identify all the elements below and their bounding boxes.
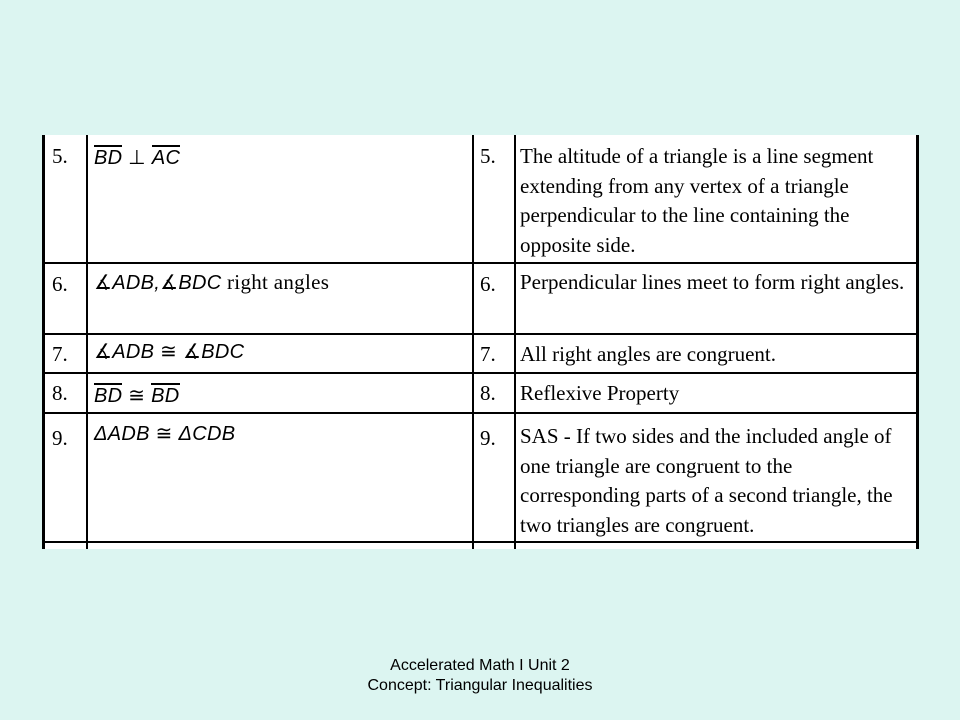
statement-cell — [94, 268, 329, 299]
reason-text: The altitude of a triangle is a line segment extending from any vertex of a triangle perpendicular to the line containing the opposite side. — [520, 144, 874, 257]
table-border-left — [42, 135, 45, 549]
statement-suffix: right angles — [221, 270, 330, 294]
step-number: 7. — [52, 342, 68, 366]
step-number: 5. — [52, 144, 68, 168]
row-divider — [42, 372, 919, 374]
reason-text: All right angles are congruent. — [520, 342, 776, 366]
slide-footer — [0, 656, 960, 696]
relation-symbol: ≅ — [128, 385, 146, 407]
statement-text: ΔADB ≅ ΔCDB — [94, 423, 236, 445]
reason-text: SAS - If two sides and the included angle of one triangle are congruent to the corresponding parts of a second triangle, the two triangles are congruent. — [520, 424, 893, 537]
statement-cell — [94, 144, 180, 174]
statement-angles: ∡ADB,∡BDC — [94, 272, 222, 294]
segment-ac: AC — [151, 147, 181, 169]
statement-text: ∡ADB ≅ ∡BDC — [94, 341, 245, 363]
table-border-right — [916, 135, 919, 549]
row-divider — [42, 262, 919, 264]
segment-bd: BD — [151, 385, 180, 407]
statement-cell — [94, 382, 180, 412]
step-number: 6. — [52, 272, 68, 296]
reason-text: Reflexive Property — [520, 381, 680, 405]
segment-bd: BD — [94, 385, 123, 407]
reason-step-number: 8. — [480, 381, 496, 405]
step-number: 8. — [52, 381, 68, 405]
proof-table — [42, 135, 919, 549]
reason-step-number: 7. — [480, 342, 496, 366]
footer-concept: Concept: Triangular Inequalities — [367, 677, 593, 694]
column-divider — [472, 135, 474, 549]
reason-step-number: 9. — [480, 426, 496, 450]
reason-step-number: 5. — [480, 144, 496, 168]
step-number: 9. — [52, 426, 68, 450]
row-divider — [42, 333, 919, 335]
reason-step-number: 6. — [480, 272, 496, 296]
row-divider — [42, 541, 919, 543]
row-divider — [42, 412, 919, 414]
footer-course: Accelerated Math I Unit 2 — [390, 657, 570, 674]
segment-bd: BD — [94, 147, 123, 169]
relation-symbol: ⊥ — [128, 147, 146, 169]
reason-text: Perpendicular lines meet to form right angles. — [520, 270, 905, 294]
